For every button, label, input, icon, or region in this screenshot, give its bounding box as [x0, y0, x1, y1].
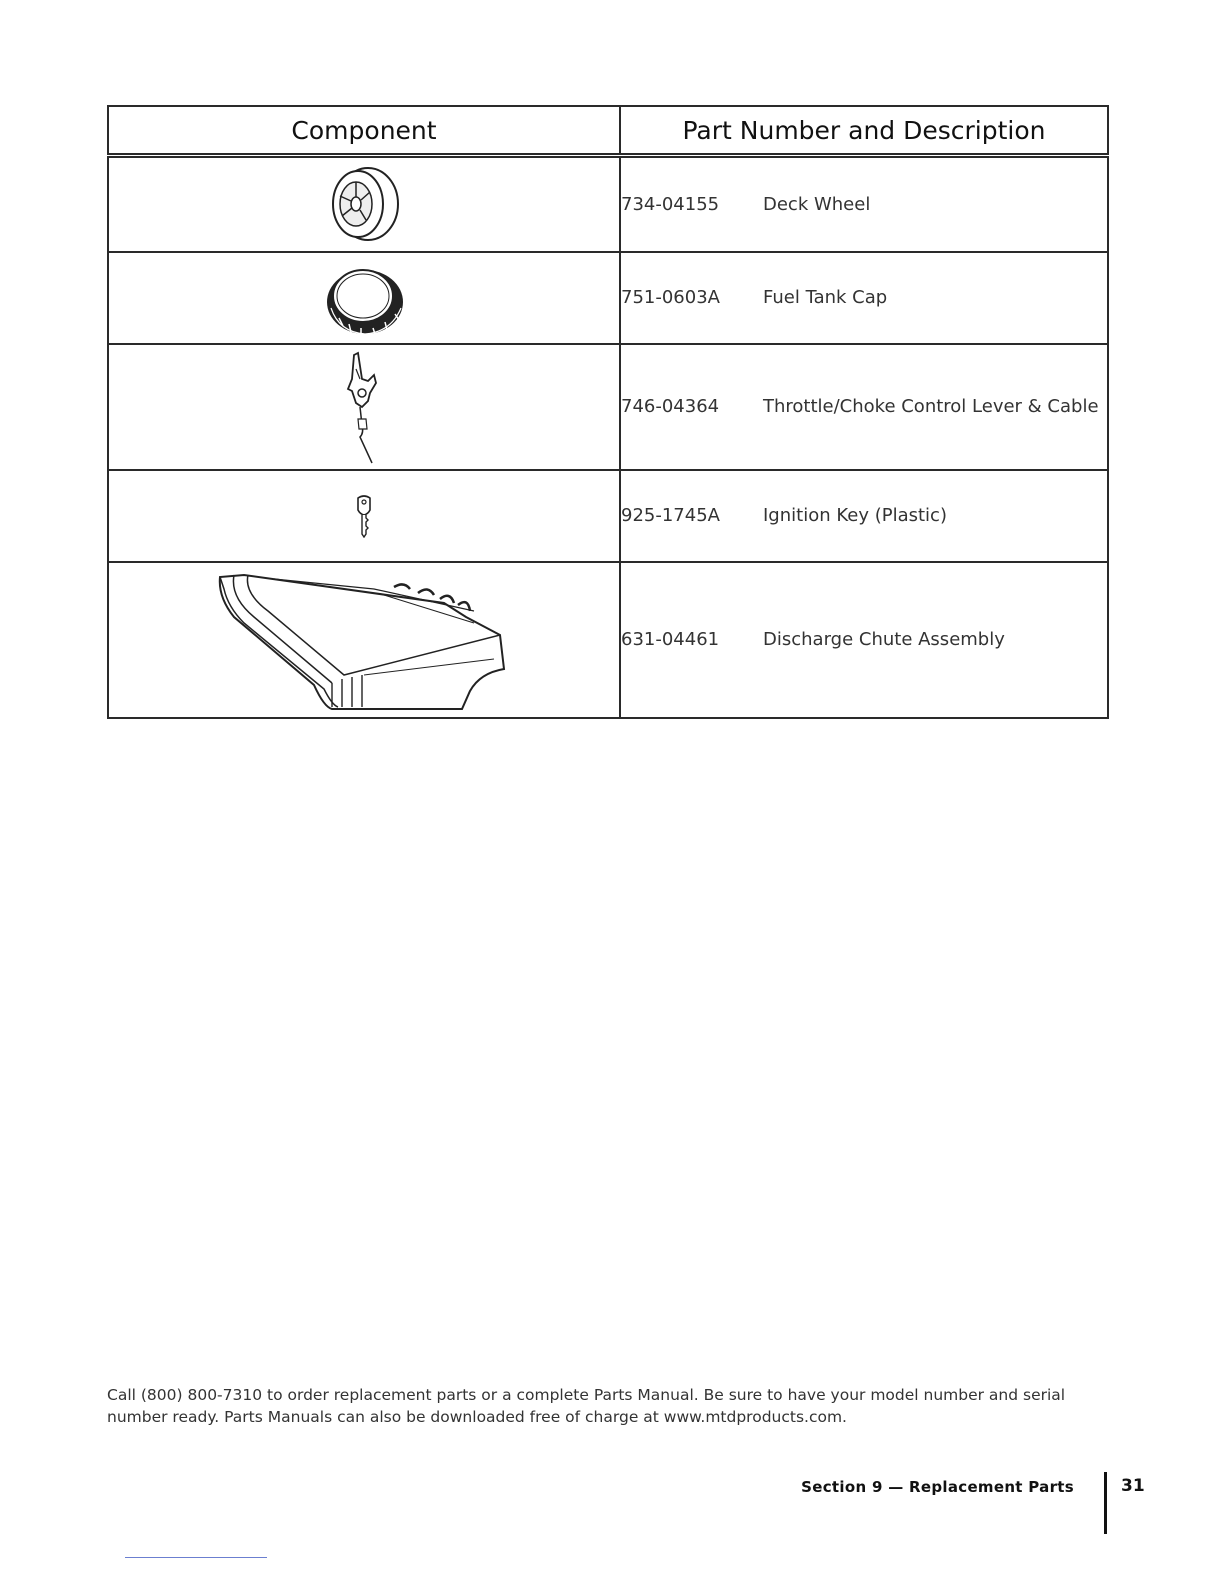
part-number: 746-04364: [621, 396, 720, 417]
discharge-chute-icon: [214, 567, 514, 713]
part-cell: [620, 470, 1108, 562]
part-description: Fuel Tank Cap: [763, 287, 888, 308]
deck-wheel-icon: [324, 162, 404, 246]
fuel-cap-icon: [319, 258, 409, 338]
component-header: Component: [108, 106, 620, 156]
table-header-row: [108, 106, 1108, 156]
part-description: Deck Wheel: [763, 193, 871, 215]
part-description: Throttle/Choke Control Lever & Cable: [763, 396, 1099, 417]
part-cell: [620, 156, 1108, 252]
part-number: 751-0603A: [621, 287, 720, 308]
part-number: 925-1745A: [621, 505, 720, 526]
ignition-key-icon: [354, 494, 374, 538]
table-row: [108, 562, 1108, 718]
table-row: [108, 156, 1108, 252]
component-cell: [108, 562, 620, 718]
part-header: Part Number and Description: [620, 106, 1108, 156]
page-divider: [1104, 1472, 1107, 1534]
component-cell: [108, 344, 620, 470]
part-description: Ignition Key (Plastic): [763, 505, 947, 526]
table-row: [108, 344, 1108, 470]
table-row: [108, 470, 1108, 562]
replacement-parts-table: [107, 105, 1109, 719]
component-cell: [108, 156, 620, 252]
component-cell: [108, 252, 620, 344]
ordering-note: Call (800) 800-7310 to order replacement parts or a complete Parts Manual. Be sure to have your model number and serial number ready. Parts Manuals can also be downloaded free of charge at www.mtdproducts.com.: [107, 1386, 1066, 1426]
part-description: Discharge Chute Assembly: [763, 629, 1005, 650]
part-cell: [620, 562, 1108, 718]
component-cell: [108, 470, 620, 562]
part-cell: [620, 344, 1108, 470]
part-number: 734-04155: [621, 193, 720, 215]
section-label: Section 9 — Replacement Parts: [801, 1478, 1074, 1496]
bottom-rule: [125, 1557, 267, 1558]
part-number: 631-04461: [621, 629, 720, 650]
table-row: [108, 252, 1108, 344]
throttle-lever-icon: [334, 349, 394, 465]
page-number: 31: [1121, 1476, 1145, 1496]
part-cell: [620, 252, 1108, 344]
